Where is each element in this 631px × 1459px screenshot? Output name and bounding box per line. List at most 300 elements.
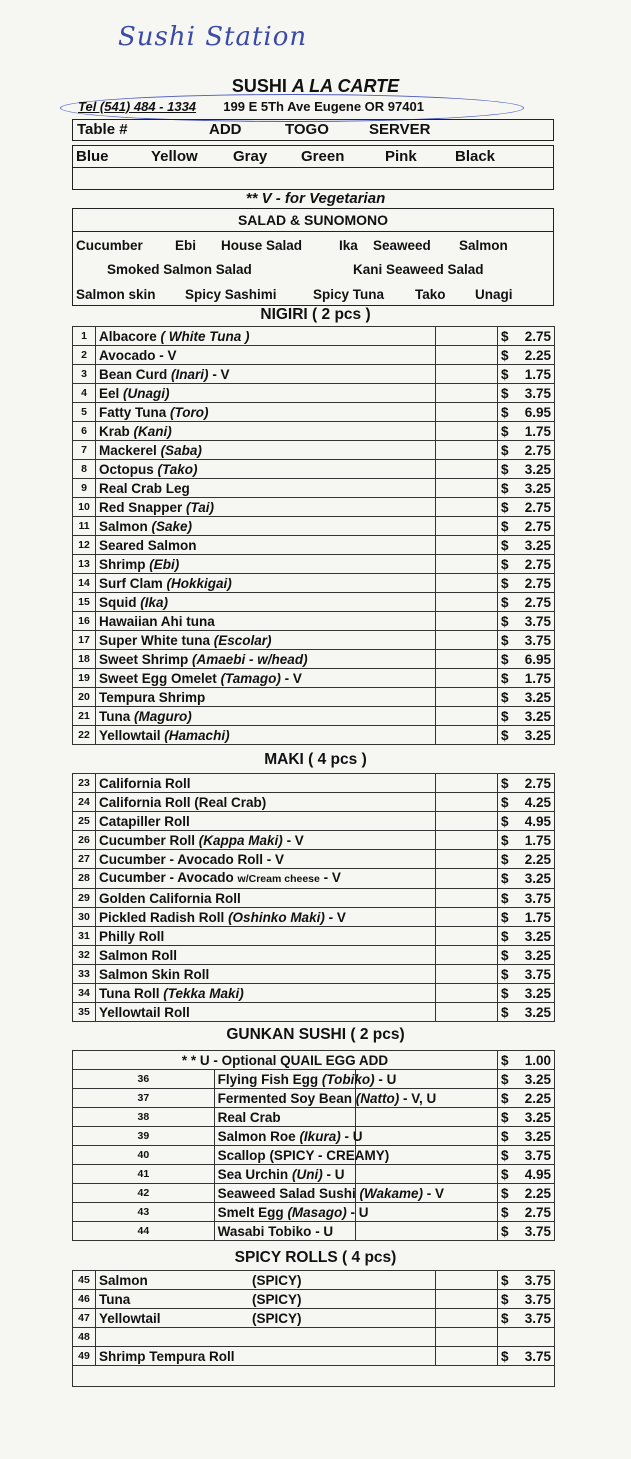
item-number: 32 — [73, 946, 96, 965]
nigiri-table — [72, 326, 555, 745]
salad-item: Spicy Tuna — [313, 287, 385, 302]
item-price — [498, 365, 555, 384]
price-value: 2.25 — [524, 851, 551, 867]
menu-row[interactable] — [73, 726, 555, 745]
menu-row[interactable] — [73, 555, 555, 574]
item-number: 44 — [73, 1222, 215, 1241]
menu-row[interactable] — [73, 422, 555, 441]
qty-box — [436, 422, 498, 441]
price-value: 3.75 — [524, 632, 551, 648]
qty-box — [436, 555, 498, 574]
menu-row[interactable] — [73, 1165, 555, 1184]
item-name-text: Albacore — [99, 328, 157, 344]
item-number: 14 — [73, 574, 96, 593]
item-price — [498, 793, 555, 812]
qty-box — [436, 793, 498, 812]
price-value: 4.95 — [524, 1166, 551, 1182]
qty-box — [436, 831, 498, 850]
item-number: 33 — [73, 965, 96, 984]
qty-box — [436, 908, 498, 927]
item-name — [96, 1271, 436, 1290]
menu-row[interactable] — [73, 1271, 555, 1290]
item-price — [498, 908, 555, 927]
item-number: 15 — [73, 593, 96, 612]
menu-row[interactable] — [73, 1146, 555, 1165]
item-number: 34 — [73, 984, 96, 1003]
menu-row[interactable] — [73, 908, 555, 927]
price-value: 4.95 — [524, 813, 551, 829]
color-row — [72, 145, 554, 190]
menu-row[interactable] — [73, 869, 555, 889]
qty-box — [436, 889, 498, 908]
menu-row[interactable] — [73, 1203, 555, 1222]
currency-sign: $ — [501, 1090, 509, 1106]
item-name — [96, 612, 436, 631]
salad-item: Salmon skin — [76, 287, 156, 302]
item-tag: - V — [212, 366, 230, 382]
qty-box — [436, 688, 498, 707]
item-number: 28 — [73, 869, 96, 889]
spicy-table — [72, 1270, 555, 1387]
item-number: 22 — [73, 726, 96, 745]
item-alt-name: (Ikura) — [299, 1128, 341, 1144]
item-alt-name: (Inari) — [171, 366, 209, 382]
item-number: 36 — [73, 1070, 215, 1089]
price-value: 3.75 — [524, 1310, 551, 1326]
item-name-text: Bean Curd — [99, 366, 168, 382]
item-price — [498, 574, 555, 593]
menu-row[interactable] — [73, 593, 555, 612]
currency-sign: $ — [501, 1004, 509, 1020]
maki-heading: MAKI ( 4 pcs ) — [264, 751, 367, 768]
salad-item: Ebi — [175, 238, 197, 253]
price-value: 3.75 — [524, 890, 551, 906]
price-value: 3.25 — [524, 727, 551, 743]
item-name-text: Real Crab — [217, 1109, 281, 1125]
menu-row[interactable] — [73, 1347, 555, 1366]
item-name-text: Mackerel — [99, 442, 157, 458]
item-alt-name: (Oshinko Maki) — [228, 909, 325, 925]
currency-sign: $ — [501, 794, 509, 810]
qty-box — [436, 346, 498, 365]
price-value: 3.75 — [524, 1223, 551, 1239]
menu-row[interactable] — [73, 384, 555, 403]
qty-box — [436, 612, 498, 631]
item-number: 43 — [73, 1203, 215, 1222]
title-prefix: SUSHI — [231, 76, 292, 96]
item-name — [214, 1108, 356, 1127]
price-value: 2.75 — [524, 594, 551, 610]
item-number: 11 — [73, 517, 96, 536]
order-info-row — [72, 119, 554, 141]
qty-box — [356, 1127, 498, 1146]
qty-box — [436, 650, 498, 669]
item-name-text: Cucumber - Avocado — [99, 870, 234, 885]
item-price — [498, 669, 555, 688]
title-italic: A LA CARTE — [291, 76, 400, 96]
item-name-text: Flying Fish Egg — [217, 1071, 319, 1087]
price-value: 3.75 — [524, 1147, 551, 1163]
price-value: 3.25 — [524, 1071, 551, 1087]
item-tag: (SPICY) — [252, 1310, 302, 1326]
price-value: 3.75 — [524, 1348, 551, 1364]
item-price — [498, 384, 555, 403]
item-name-text: Cucumber - Avocado Roll - V — [99, 851, 285, 867]
menu-row[interactable] — [73, 441, 555, 460]
item-alt-name: (Unagi) — [123, 385, 170, 401]
menu-row[interactable] — [73, 812, 555, 831]
item-alt-name: (Kappa Maki) — [198, 832, 283, 848]
menu-row[interactable] — [73, 927, 555, 946]
price-value: 2.75 — [524, 575, 551, 591]
blank-row[interactable] — [73, 1366, 555, 1387]
item-name — [96, 850, 436, 869]
currency-sign: $ — [501, 442, 509, 458]
color-green: Green — [301, 148, 345, 165]
item-price — [498, 631, 555, 650]
currency-sign: $ — [501, 556, 509, 572]
menu-row[interactable] — [73, 850, 555, 869]
item-name — [96, 650, 436, 669]
item-name — [96, 441, 436, 460]
currency-sign: $ — [501, 480, 509, 496]
item-name — [96, 1290, 436, 1309]
menu-row[interactable] — [73, 774, 555, 793]
salad-item: Ika — [339, 238, 358, 253]
qty-box — [436, 850, 498, 869]
item-price — [498, 593, 555, 612]
item-price — [498, 869, 555, 889]
menu-row[interactable] — [73, 984, 555, 1003]
menu-row[interactable] — [73, 498, 555, 517]
item-tag: - V — [328, 909, 346, 925]
item-name — [96, 403, 436, 422]
blank-cell — [73, 1366, 555, 1387]
qty-box — [436, 327, 498, 346]
price-value: 3.75 — [524, 385, 551, 401]
item-name — [96, 984, 436, 1003]
currency-sign: $ — [501, 1109, 509, 1125]
item-tag: (SPICY - CREAMY) — [269, 1147, 390, 1163]
menu-row[interactable] — [73, 831, 555, 850]
item-name — [96, 774, 436, 793]
item-number: 4 — [73, 384, 96, 403]
qty-box — [436, 574, 498, 593]
menu-row[interactable] — [73, 460, 555, 479]
item-price — [498, 1108, 555, 1127]
item-number: 20 — [73, 688, 96, 707]
item-name-text: Yellowtail Roll — [99, 1004, 190, 1020]
item-alt-name: (Hokkigai) — [166, 575, 232, 591]
item-number: 21 — [73, 707, 96, 726]
street-address: 199 E 5Th Ave Eugene OR 97401 — [223, 99, 424, 114]
item-price — [498, 1070, 555, 1089]
item-price — [498, 1271, 555, 1290]
item-name — [96, 460, 436, 479]
currency-sign: $ — [501, 366, 509, 382]
salad-section — [72, 208, 554, 306]
item-alt-name: ( White Tuna ) — [160, 328, 250, 344]
price-value: 2.75 — [524, 442, 551, 458]
qty-box — [356, 1108, 498, 1127]
menu-row[interactable] — [73, 1108, 555, 1127]
item-name — [96, 889, 436, 908]
item-name — [214, 1127, 363, 1146]
menu-row[interactable] — [73, 1089, 555, 1108]
item-number: 17 — [73, 631, 96, 650]
price-value: 2.25 — [524, 1090, 551, 1106]
item-name-text: Salmon — [99, 518, 148, 534]
item-alt-name: (Wakame) — [359, 1185, 424, 1201]
qty-box — [356, 1165, 498, 1184]
item-alt-name: (Masago) — [287, 1204, 347, 1220]
item-price — [498, 327, 555, 346]
price-value: 3.75 — [524, 1291, 551, 1307]
menu-row[interactable] — [73, 479, 555, 498]
item-price — [498, 831, 555, 850]
qty-box — [436, 1290, 498, 1309]
qty-box — [436, 927, 498, 946]
price-value: 2.25 — [524, 1185, 551, 1201]
price-value: 2.75 — [524, 499, 551, 515]
qty-box — [436, 812, 498, 831]
menu-row[interactable] — [73, 707, 555, 726]
item-tag: - U — [326, 1166, 345, 1182]
item-name — [96, 965, 436, 984]
item-number: 48 — [73, 1328, 96, 1347]
item-number: 16 — [73, 612, 96, 631]
salad-item: Seaweed — [373, 238, 431, 253]
item-name — [214, 1165, 356, 1184]
currency-sign: $ — [501, 1071, 509, 1087]
item-note: w/Cream cheese — [237, 873, 320, 885]
menu-row[interactable] — [73, 1184, 555, 1203]
salad-item: Smoked Salmon Salad — [107, 262, 252, 277]
menu-row[interactable] — [73, 327, 555, 346]
menu-row[interactable] — [73, 793, 555, 812]
currency-sign: $ — [501, 537, 509, 553]
price-value: 2.25 — [524, 347, 551, 363]
item-number: 24 — [73, 793, 96, 812]
item-tag: - V — [426, 1185, 445, 1201]
item-name-text: Salmon Roe — [217, 1128, 296, 1144]
menu-row[interactable] — [73, 536, 555, 555]
item-tag: - U — [350, 1204, 369, 1220]
qty-box — [436, 707, 498, 726]
item-name — [96, 422, 436, 441]
item-name — [96, 536, 436, 555]
maki-table — [72, 773, 555, 1022]
item-name-text: Fermented Soy Bean — [217, 1090, 352, 1106]
qty-box — [436, 460, 498, 479]
item-name-text: Golden California Roll — [99, 890, 241, 906]
item-name — [96, 498, 436, 517]
item-number: 3 — [73, 365, 96, 384]
currency-sign: $ — [501, 1166, 509, 1182]
item-number: 26 — [73, 831, 96, 850]
item-name — [96, 869, 436, 889]
item-name-text: Super White tuna — [99, 632, 210, 648]
item-name-text: Catapiller Roll — [99, 813, 190, 829]
menu-row[interactable] — [73, 1309, 555, 1328]
spicy-heading: SPICY ROLLS ( 4 pcs) — [234, 1249, 397, 1266]
item-price — [498, 1184, 555, 1203]
item-name — [96, 908, 436, 927]
item-tag: - V — [323, 870, 341, 885]
menu-row[interactable] — [73, 965, 555, 984]
gunkan-heading: GUNKAN SUSHI ( 2 pcs) — [226, 1026, 405, 1043]
currency-sign: $ — [501, 909, 509, 925]
menu-row[interactable] — [73, 1127, 555, 1146]
item-price — [498, 850, 555, 869]
item-name-text: Octopus — [99, 461, 154, 477]
currency-sign: $ — [501, 1147, 509, 1163]
item-alt-name: (Kani) — [133, 423, 172, 439]
menu-row[interactable] — [73, 517, 555, 536]
price-value: 1.75 — [524, 670, 551, 686]
item-number: 19 — [73, 669, 96, 688]
item-price — [498, 774, 555, 793]
item-tag: - V — [284, 670, 302, 686]
item-name — [96, 555, 436, 574]
menu-row[interactable] — [73, 403, 555, 422]
item-name — [96, 365, 436, 384]
item-price — [498, 1089, 555, 1108]
menu-row[interactable] — [73, 688, 555, 707]
qty-box — [356, 1222, 498, 1241]
currency-sign: $ — [501, 1310, 509, 1326]
item-number: 5 — [73, 403, 96, 422]
currency-sign: $ — [501, 832, 509, 848]
gunkan-table — [72, 1050, 555, 1241]
item-number: 49 — [73, 1347, 96, 1366]
menu-row[interactable] — [73, 1070, 555, 1089]
color-black: Black — [455, 148, 496, 165]
menu-row[interactable] — [73, 1328, 555, 1347]
qty-box — [436, 946, 498, 965]
qty-box — [436, 869, 498, 889]
quail-egg-note: * * U - Optional QUAIL EGG ADD — [73, 1051, 498, 1070]
item-name-text: Surf Clam — [99, 575, 163, 591]
item-number: 38 — [73, 1108, 215, 1127]
menu-row[interactable] — [73, 1290, 555, 1309]
item-name — [214, 1089, 437, 1108]
item-alt-name: (Tobiko) — [321, 1071, 375, 1087]
item-tag: (SPICY) — [252, 1272, 302, 1288]
qty-box — [436, 536, 498, 555]
price-value: 1.75 — [524, 909, 551, 925]
price-value: 6.95 — [524, 651, 551, 667]
telephone: Tel (541) 484 - 1334 — [78, 99, 197, 114]
item-name — [96, 669, 436, 688]
item-alt-name: (Natto) — [355, 1090, 400, 1106]
item-name-text: Wasabi Tobiko — [217, 1223, 312, 1239]
item-price — [498, 1347, 555, 1366]
price-value: 2.75 — [524, 775, 551, 791]
item-tag: (SPICY) — [252, 1291, 302, 1307]
item-price — [498, 479, 555, 498]
menu-row[interactable] — [73, 1003, 555, 1022]
item-name-text: Pickled Radish Roll — [99, 909, 225, 925]
price-value: 3.25 — [524, 708, 551, 724]
item-price — [498, 612, 555, 631]
price-value: 2.75 — [524, 556, 551, 572]
address-line — [78, 99, 424, 114]
currency-sign: $ — [501, 727, 509, 743]
item-number: 6 — [73, 422, 96, 441]
price-value: 3.25 — [524, 928, 551, 944]
qty-box — [436, 498, 498, 517]
item-alt-name: (Tekka Maki) — [163, 985, 244, 1001]
item-name-text: Seared Salmon — [99, 537, 197, 553]
qty-box — [436, 1347, 498, 1366]
menu-row[interactable] — [73, 889, 555, 908]
item-name-text: Shrimp — [99, 556, 146, 572]
menu-row[interactable] — [73, 612, 555, 631]
price-value: 3.25 — [524, 689, 551, 705]
add-label: ADD — [209, 121, 242, 138]
item-tag: - U — [378, 1071, 397, 1087]
item-number: 40 — [73, 1146, 215, 1165]
currency-sign: $ — [501, 632, 509, 648]
item-name — [96, 1003, 436, 1022]
item-price — [498, 927, 555, 946]
currency-sign: $ — [501, 594, 509, 610]
item-price — [498, 707, 555, 726]
menu-row[interactable] — [73, 346, 555, 365]
menu-row[interactable] — [73, 1222, 555, 1241]
item-number: 9 — [73, 479, 96, 498]
item-price — [498, 517, 555, 536]
currency-sign: $ — [501, 1128, 509, 1144]
item-name — [96, 793, 436, 812]
item-price — [498, 1222, 555, 1241]
menu-row[interactable] — [73, 946, 555, 965]
menu-row[interactable] — [73, 574, 555, 593]
item-price — [498, 688, 555, 707]
qty-box — [436, 669, 498, 688]
item-price — [498, 650, 555, 669]
item-name-text: Scallop — [217, 1147, 266, 1163]
item-name-text: Eel — [99, 385, 120, 401]
item-tag: - V — [286, 832, 304, 848]
item-name-text: California Roll — [99, 775, 191, 791]
item-number: 29 — [73, 889, 96, 908]
item-number: 41 — [73, 1165, 215, 1184]
menu-row[interactable] — [73, 650, 555, 669]
item-number: 42 — [73, 1184, 215, 1203]
color-pink: Pink — [385, 148, 417, 165]
item-price — [498, 346, 555, 365]
price-value: 3.25 — [524, 985, 551, 1001]
item-name — [96, 346, 436, 365]
menu-row[interactable] — [73, 631, 555, 650]
menu-row[interactable] — [73, 365, 555, 384]
menu-row[interactable] — [73, 669, 555, 688]
item-alt-name: (Toro) — [170, 404, 209, 420]
item-name-text: Seaweed Salad Sushi — [217, 1185, 356, 1201]
color-yellow: Yellow — [151, 148, 198, 165]
price-value: 6.95 — [524, 404, 551, 420]
table-number-label: Table # — [77, 121, 128, 138]
qty-box — [356, 1203, 498, 1222]
item-name — [96, 1328, 436, 1347]
item-alt-name: (Amaebi - w/head) — [192, 651, 308, 667]
item-name — [96, 1347, 436, 1366]
qty-box — [436, 517, 498, 536]
item-name-text: Cucumber Roll — [99, 832, 196, 848]
color-blue: Blue — [76, 148, 109, 165]
